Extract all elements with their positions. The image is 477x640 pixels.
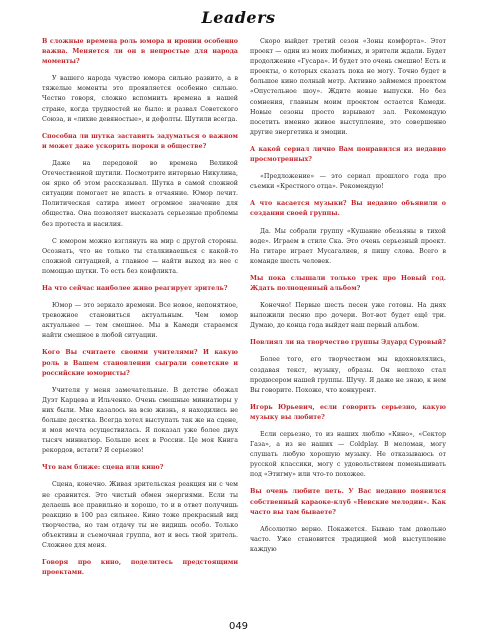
page-number: 049	[228, 621, 249, 632]
interview-answer: «Предложение» — это сериал прошлого года про съемки «Крестного отца». Рекомендую!	[250, 173, 446, 191]
interview-answer: Абсолютно верно. Покажется. Бываю там довольно часто. Уже становится традицией мой выступление каждую	[250, 525, 446, 553]
interview-question: Что вам ближе: сцена или кино?	[42, 464, 164, 472]
interview-answer: С юмором можно взглянуть на мир с другой стороны. Осознать, что не только ты сталкиваешься с какой-то сложной ситуацией, а главное — найти выход из нее с помощью шутки. То есть без конфликта.	[42, 237, 238, 275]
interview-question: Способна ли шутка заставить задуматься о важном и может даже ускорить пороки в обществе?	[42, 132, 238, 150]
interview-question: Повлиял ли на творчество группы Эдуард Суровый?	[250, 339, 446, 347]
interview-answer: Сцена, конечно. Живая зрительская реакция ни с чем не сравнится. Это чистый обмен энергиями. Если ты делаешь все правильно и хорошо, то и в ответ получишь реакцию в 100 раз сильнее. Кино тоже прекрасный вид творчества, но там отдачу ты не видишь особо. Только объективы и съемочная группа, вот и весь твой зритель. Сложнее для меня.	[42, 481, 238, 550]
interview-question: А какой сериал лично Вам понравился из недавно просмотренных?	[250, 145, 446, 164]
left-column	[42, 37, 238, 585]
interview-answer: Даже на передовой во времена Великой Отечественной шутили. Посмотрите интервью Никулина, он ярко об этом рассказывал. Шутка в самой сложной ситуации помогает не впасть в отчаяние. Юмор лечит. Политическая сатира имеет огромное значение для общества. Она позволяет высказать серьезные проблемы без протеста и насилия.	[42, 159, 238, 228]
interview-answer: Более того, его творчеством мы вдохновлялись, создавая текст, музыку, образы. Он неплохо стал продюсером нашей группы. Шучу. Я даже не знаю, к нем Вы говорите. Похоже, что конкурент.	[250, 356, 446, 394]
interview-question: Игорь Юрьевич, если говорить серьезно, какую музыку вы любите?	[250, 403, 446, 421]
interview-question: Вы очень любите петь. У Вас недавно появился собственный караоке-клуб «Невские мелодии». Как часто вы там бываете?	[250, 488, 446, 516]
interview-answer: Скоро выйдет третий сезон «Зоны комфорта». Этот проект — один из моих любимых, и зрители ждали. Будет продолжение «Гусара». И будет это очень смешно! Есть и проекты, о которых сказать пока не могу. Точно будет в большое кино полный метр. Активно займемся проектом «Опустельное шоу». Ждите новые выпуски. Но без сомнения, главным моим проектом остается Камеди. Новые сезоны просто взрывают зал. Рекомендую посетить именно живое выступление, это совершенно другие энергетика и эмоции.	[250, 38, 446, 136]
interview-question: Кого Вы считаете своими учителями? И какую роль в Вашем становлении сыграли советские и российские юмористы?	[42, 349, 238, 377]
interview-answer: Учителя у меня замечательные. В детстве обожал Дуэт Карцева и Ильченко. Очень смешные миниатюры у них были. Мне казалось на всю жизнь, я находились не больше десятка. Всегда хотел выступать так же на сцене, и моя мечта осуществилась. Я показал уже более двух тысяч миниатюр. Больше всех в России. Це моя Книга рекордов, встати? Я серьезно!	[42, 386, 238, 455]
interview-question: А что касается музыки? Вы недавно объявили о создании своей группы.	[250, 200, 446, 218]
interview-answer: Если серьезно, то из наших люблю «Кино», «Сектор Газа», а из не наших — Coldplay. В меломан, могу слушать любую хорошую музыку. Не отказываюсь от русской классики, могу с удовольствием поменьшивать под «Этигму» или что-то похожее.	[250, 431, 446, 479]
interview-question: Мы пока слышали только трек про Новый год. Ждать полноценный альбом?	[250, 274, 446, 292]
interview-question: На что сейчас наиболее живо реагирует зритель?	[42, 284, 228, 292]
magazine-section-title: Leaders	[201, 8, 276, 27]
interview-question: В сложные времена роль юмора и иронии особенно важна. Меняется ли он в непростые для народа моменты?	[42, 38, 238, 66]
right-column	[250, 37, 446, 562]
interview-answer: Конечно! Первые шесть песен уже готовы. На днях выложили песню про дочери. Вот-вот будет ещё три. Думаю, до конца года выйдет наш первый альбом.	[250, 302, 446, 330]
interview-answer: Юмор — это зеркало времени. Все новое, непонятное, тревожное становиться актуальным. Чем юмор актуальнее — тем смешнее. Мы в Камеди стараемся найти смешное в любой ситуации.	[42, 302, 238, 340]
interview-answer: У вашего народа чувство юмора сильно развито, а в тяжелые моменты это проявляется особенно сильно. Честно говоря, сложно вспомнить времена в нашей стране, когда трудностей не было: и развал Советского Союза, и «лихие девяностые», и дефолты. Шутили всегда.	[42, 75, 238, 123]
interview-answer: Да. Мы собрали группу «Кушание обезьяны в тихой воде». Играем в стиле Ска. Это очень серьезный проект. На гитаре играет Мусагалиев, я пишу слова. Всего в команде шесть человек.	[250, 227, 446, 265]
interview-question: Говоря про кино, поделитесь предстоящими проектами.	[42, 559, 238, 577]
